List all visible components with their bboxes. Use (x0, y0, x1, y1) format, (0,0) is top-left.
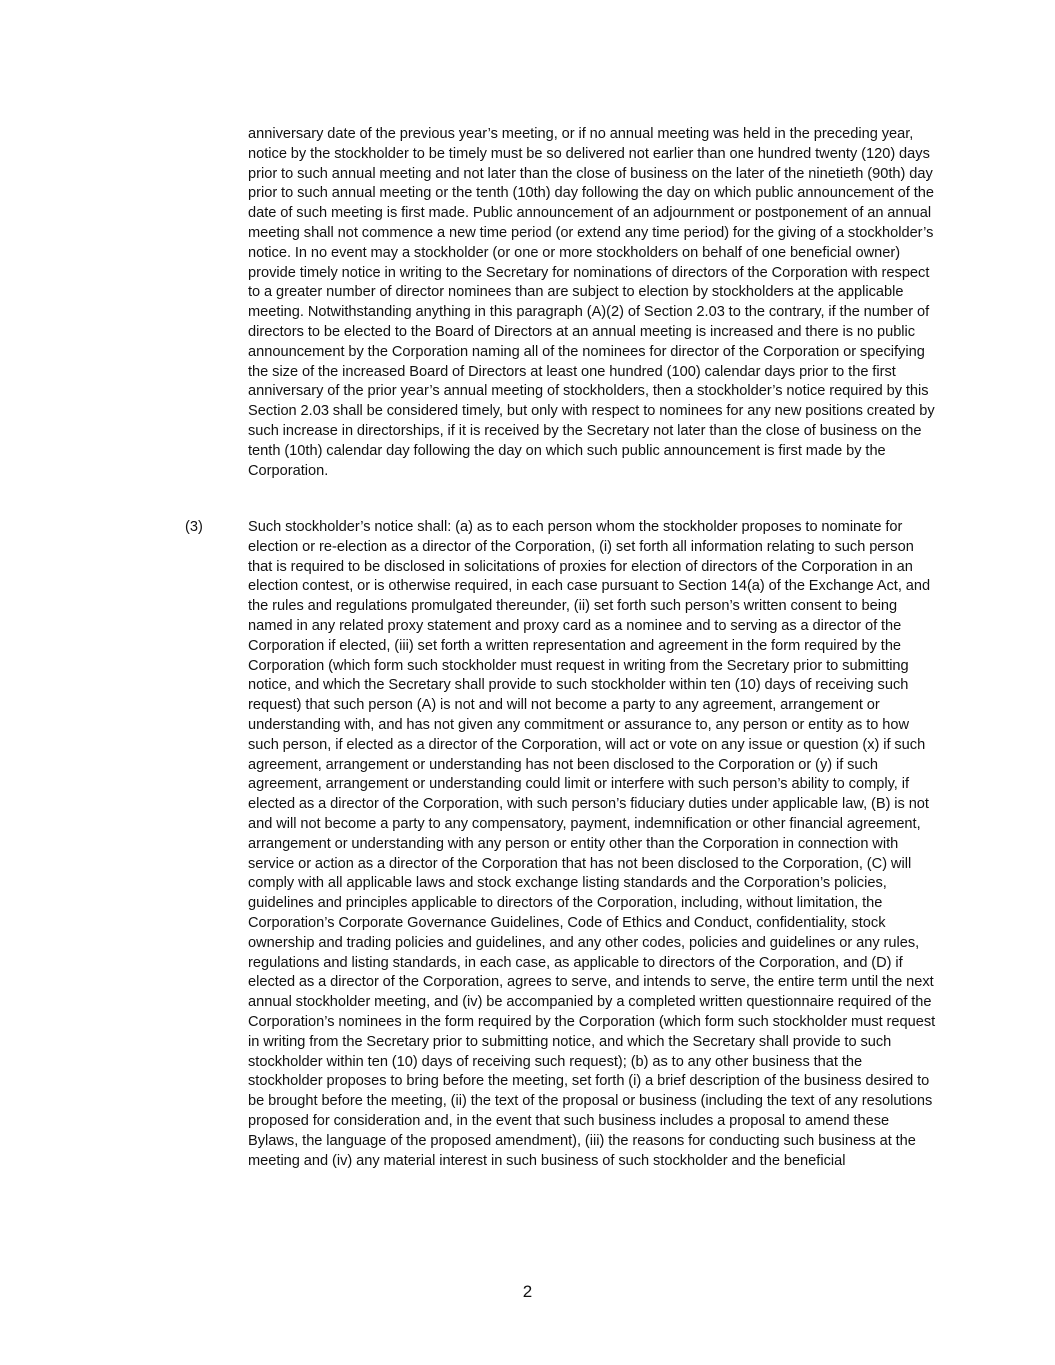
paragraph-continued: anniversary date of the previous year’s meeting, or if no annual meeting was held in the preceding year, notice by the stockholder to be timely must be so delivered not earlier than one hundred twenty (120) days prior to such annual meeting and not later than the close of business on the later of the ninetieth (90th) day prior to such annual meeting or the tenth (10th) day following the day on which public announcement of the date of such meeting is first made. Public announcement of an adjournment or postponement of an annual meeting shall not commence a new time period (or extend any time period) for the giving of a stockholder’s notice. In no event may a stockholder (or one or more stockholders on behalf of one beneficial owner) provide timely notice in writing to the Secretary for nominations of directors of the Corporation with respect to a greater number of director nominees than are subject to election by stockholders at the applicable meeting. Notwithstanding anything in this paragraph (A)(2) of Section 2.03 to the contrary, if the number of directors to be elected to the Board of Directors at an annual meeting is increased and there is no public announcement by the Corporation naming all of the nominees for director of the Corporation or specifying the size of the increased Board of Directors at least one hundred (100) calendar days prior to the first anniversary of the prior year’s annual meeting of stockholders, then a stockholder’s notice required by this Section 2.03 shall be considered timely, but only with respect to nominees for any new positions created by such increase in directorships, if it is received by the Secretary not later than the close of business on the tenth (10th) calendar day following the day on which such public announcement is first made by the Corporation. (248, 126, 935, 479)
paragraph-3-text: Such stockholder’s notice shall: (a) as to each person whom the stockholder proposes to nominate for election or re-election as a director of the Corporation, (i) set forth all information relating to such person that is required to be disclosed in solicitations of proxies for election of directors of the Corporation in an election contest, or is otherwise required, in each case pursuant to Section 14(a) of the Exchange Act, and the rules and regulations promulgated thereunder, (ii) set forth such person’s written consent to being named in any related proxy statement and proxy card as a nominee and to serving as a director of the Corporation if elected, (iii) set forth a written representation and agreement in the form required by the Corporation (which form such stockholder must request in writing from the Secretary prior to submitting notice, and which the Secretary shall provide to such stockholder within ten (10) days of receiving such request) that such person (A) is not and will not become a party to any agreement, arrangement or understanding with, and has not given any commitment or assurance to, any person or entity as to how such person, if elected as a director of the Corporation, will act or vote on any issue or question (x) if such agreement, arrangement or understanding has not been disclosed to the Corporation or (y) if such agreement, arrangement or understanding could limit or interfere with such person’s ability to comply, if elected as a director of the Corporation, with such person’s fiduciary duties under applicable law, (B) is not and will not become a party to any compensatory, payment, indemnification or other financial agreement, arrangement or understanding with any person or entity other than the Corporation in connection with service or action as a director of the Corporation that has not been disclosed to the Corporation, (C) will comply with all applicable laws and stock exchange listing standards and the Corporation’s policies, guidelines and principles applicable to directors of the Corporation, including, without limitation, the Corporation’s Corporate Governance Guidelines, Code of Ethics and Conduct, confidentiality, stock ownership and trading policies and guidelines, and any other codes, policies and guidelines or any rules, regulations and listing standards, in each case, as applicable to directors of the Corporation, and (D) if elected as a director of the Corporation, agrees to serve, and intends to serve, the entire term until the next annual stockholder meeting, and (iv) be accompanied by a completed written questionnaire required of the Corporation’s nominees in the form required by the Corporation (which form such stockholder must request in writing from the Secretary prior to submitting notice, and which the Secretary shall provide to such stockholder within ten (10) days of receiving such request); (b) as to any other business that the stockholder proposes to bring before the meeting, set forth (i) a brief description of the business desired to be brought before the meeting, (ii) the text of the proposal or business (including the text of any resolutions proposed for consideration and, in the event that such business includes a proposal to amend these Bylaws, the language of the proposed amendment), (iii) the reasons for conducting such business at the meeting and (iv) any material interest in such business of such stockholder and the beneficial (248, 519, 936, 1169)
page-number: 2 (522, 1282, 533, 1301)
paragraph-3-number: (3) (185, 519, 203, 535)
